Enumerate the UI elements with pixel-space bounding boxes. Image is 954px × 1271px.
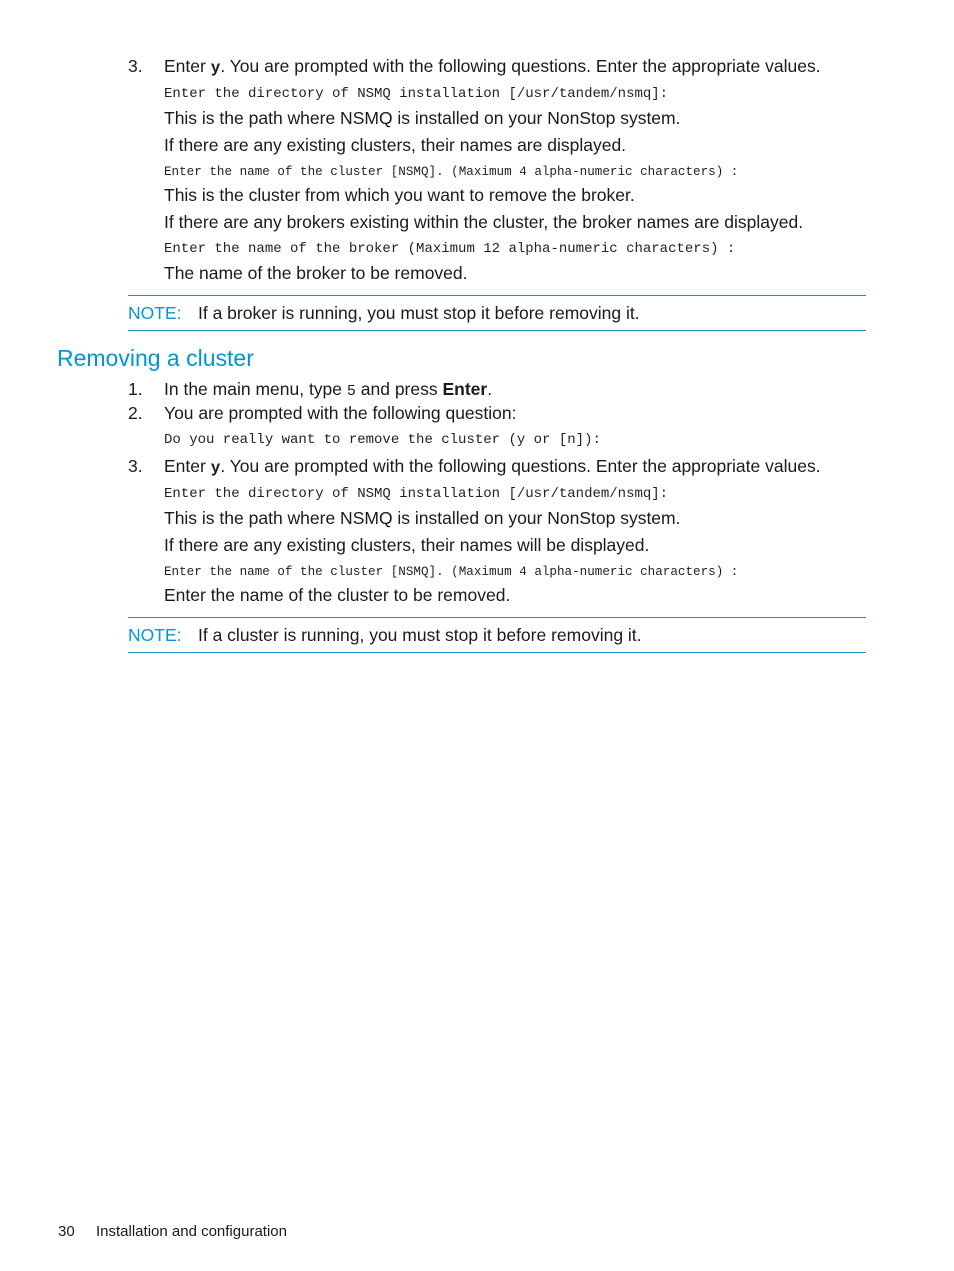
step-number: 2. — [128, 403, 143, 423]
directory-description: This is the path where NSMQ is installed on your NonStop system. — [164, 508, 681, 528]
broker-description: The name of the broker to be removed. — [164, 263, 468, 283]
prompt-directory: Enter the directory of NSMQ installation [/usr/tandem/nsmq]: — [164, 86, 669, 102]
directory-description: This is the path where NSMQ is installed on your NonStop system. — [164, 108, 681, 128]
inline-code: y — [210, 459, 221, 477]
key-name: Enter — [442, 379, 488, 399]
step-text: In the main menu, type 5 and press Enter. — [164, 379, 493, 400]
note-box — [128, 617, 866, 653]
brokers-description: If there are any brokers existing within the cluster, the broker names are displayed. — [164, 212, 804, 232]
prompt-broker: Enter the name of the broker (Maximum 12 alpha-numeric characters) : — [164, 241, 736, 257]
clusters-description: If there are any existing clusters, their names will be displayed. — [164, 535, 650, 555]
step-text: Enter y. You are prompted with the following questions. Enter the appropriate values. — [164, 456, 821, 477]
clusters-description: If there are any existing clusters, their names are displayed. — [164, 135, 627, 155]
note-text: If a broker is running, you must stop it before removing it. — [198, 303, 640, 323]
prompt-cluster: Enter the name of the cluster [NSMQ]. (Maximum 4 alpha-numeric characters) : — [164, 165, 739, 179]
note-label: NOTE: — [128, 303, 182, 323]
prompt-cluster: Enter the name of the cluster [NSMQ]. (Maximum 4 alpha-numeric characters) : — [164, 565, 739, 579]
note-box — [128, 295, 866, 331]
step-number: 3. — [128, 456, 143, 476]
prompt-confirm: Do you really want to remove the cluster (y or [n]): — [164, 432, 601, 448]
step-text: You are prompted with the following question: — [164, 403, 517, 423]
note-label: NOTE: — [128, 625, 182, 645]
note-text: If a cluster is running, you must stop it before removing it. — [198, 625, 642, 645]
inline-code: 5 — [346, 383, 356, 400]
prompt-directory: Enter the directory of NSMQ installation [/usr/tandem/nsmq]: — [164, 486, 669, 502]
step-number: 1. — [128, 379, 143, 399]
cluster-description: Enter the name of the cluster to be removed. — [164, 585, 511, 605]
step-number: 3. — [128, 56, 143, 76]
cluster-description: This is the cluster from which you want to remove the broker. — [164, 185, 635, 205]
page-number: 30 — [58, 1223, 75, 1240]
step-text: Enter y. You are prompted with the following questions. Enter the appropriate values. — [164, 56, 821, 77]
footer-section-title: Installation and configuration — [96, 1223, 287, 1240]
section-heading: Removing a cluster — [57, 345, 254, 371]
inline-code: y — [210, 59, 221, 77]
